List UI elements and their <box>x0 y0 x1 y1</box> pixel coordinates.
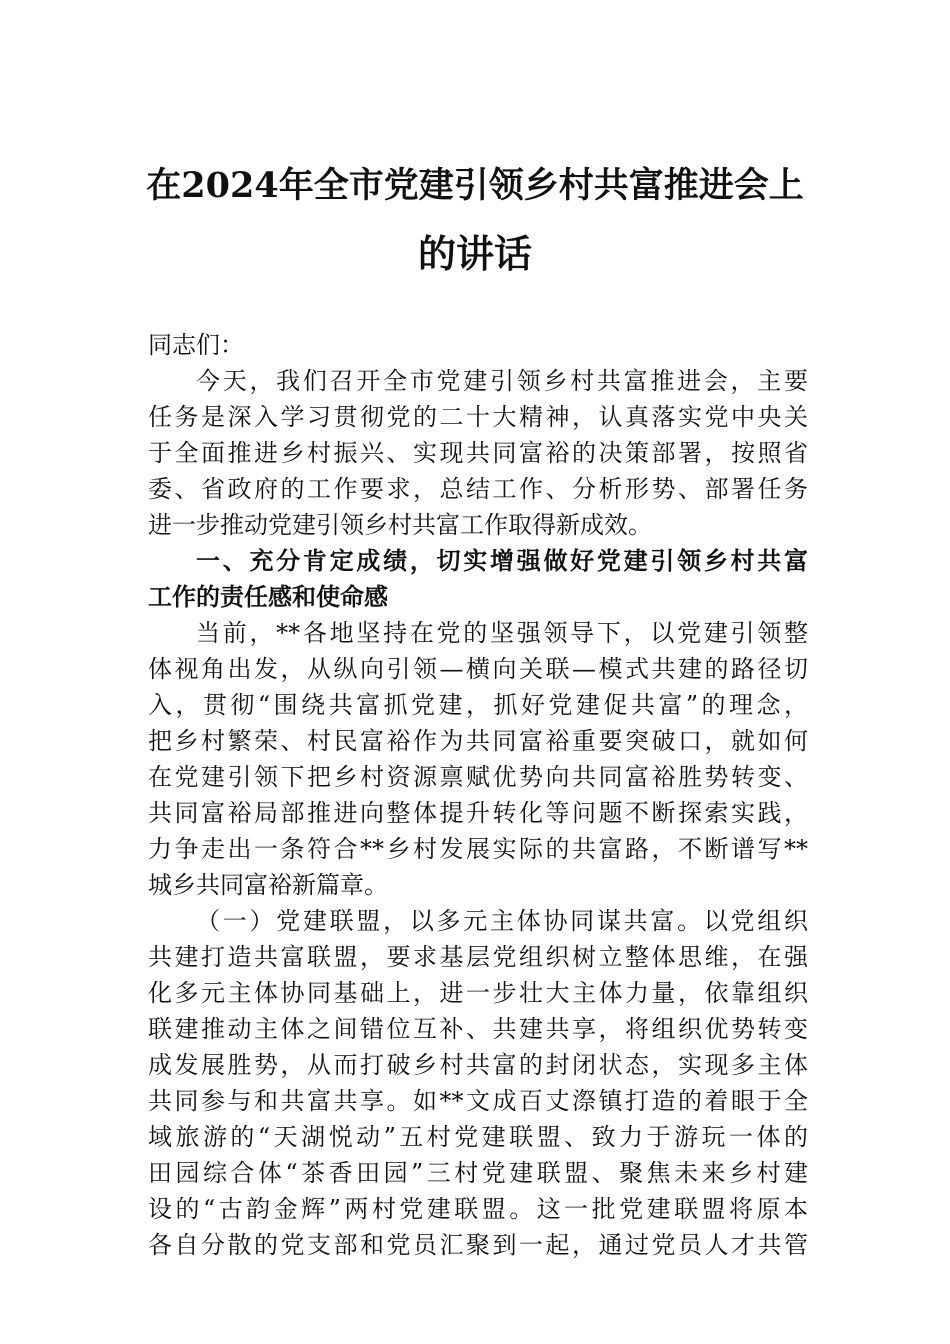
subsection-line: （一）党建联盟，以多元主体协同谋共富。以党组织 <box>196 907 808 935</box>
paragraph-line: 田园综合体“茶香田园”三村党建联盟、聚焦未来乡村建 <box>148 1159 808 1187</box>
paragraph-line: 今天，我们召开全市党建引领乡村共富推进会，主要 <box>196 367 808 395</box>
paragraph-line: 共建打造共富联盟，要求基层党组织树立整体思维，在强 <box>148 943 808 971</box>
paragraph-line: 委、省政府的工作要求，总结工作、分析形势、部署任务 <box>148 475 808 503</box>
section-heading-line: 工作的责任感和使命感 <box>148 583 388 611</box>
paragraph-line: 设的“古韵金辉”两村党建联盟。这一批党建联盟将原本 <box>148 1195 808 1223</box>
paragraph-line: 体视角出发，从纵向引领—横向关联—模式共建的路径切 <box>148 655 808 683</box>
paragraph-line: 把乡村繁荣、村民富裕作为共同富裕重要突破口，就如何 <box>148 727 808 755</box>
paragraph-line: 进一步推动党建引领乡村共富工作取得新成效。 <box>148 511 652 539</box>
paragraph-line: 入，贯彻“围绕共富抓党建，抓好党建促共富”的理念， <box>148 691 808 719</box>
paragraph-line: 各自分散的党支部和党员汇聚到一起，通过党员人才共管 <box>148 1231 808 1259</box>
document-title-line-1: 在2024年全市党建引领乡村共富推进会上 <box>146 165 804 206</box>
paragraph-line: 成发展胜势，从而打破乡村共富的封闭状态，实现多主体 <box>148 1051 808 1079</box>
paragraph-line: 城乡共同富裕新篇章。 <box>148 871 388 899</box>
paragraph-line: 联建推动主体之间错位互补、共建共享，将组织优势转变 <box>148 1015 808 1043</box>
salutation: 同志们： <box>148 331 244 359</box>
paragraph-line: 在党建引领下把乡村资源禀赋优势向共同富裕胜势转变、 <box>148 763 808 791</box>
paragraph-line: 域旅游的“天湖悦动”五村党建联盟、致力于游玩一体的 <box>148 1123 808 1151</box>
paragraph-line: 化多元主体协同基础上，进一步壮大主体力量，依靠组织 <box>148 979 808 1007</box>
paragraph-line: 于全面推进乡村振兴、实现共同富裕的决策部署，按照省 <box>148 439 808 467</box>
paragraph-line: 共同富裕局部推进向整体提升转化等问题不断探索实践， <box>148 799 808 827</box>
paragraph-line: 任务是深入学习贯彻党的二十大精神，认真落实党中央关 <box>148 403 808 431</box>
paragraph-line: 力争走出一条符合**乡村发展实际的共富路，不断谱写** <box>148 835 808 863</box>
document-title-line-2: 的讲话 <box>417 231 532 276</box>
paragraph-line: 当前，**各地坚持在党的坚强领导下，以党建引领整 <box>196 619 808 647</box>
paragraph-line: 共同参与和共富共享。如**文成百丈漈镇打造的着眼于全 <box>148 1087 808 1115</box>
section-heading-line: 一、充分肯定成绩，切实增强做好党建引领乡村共富 <box>196 547 808 575</box>
